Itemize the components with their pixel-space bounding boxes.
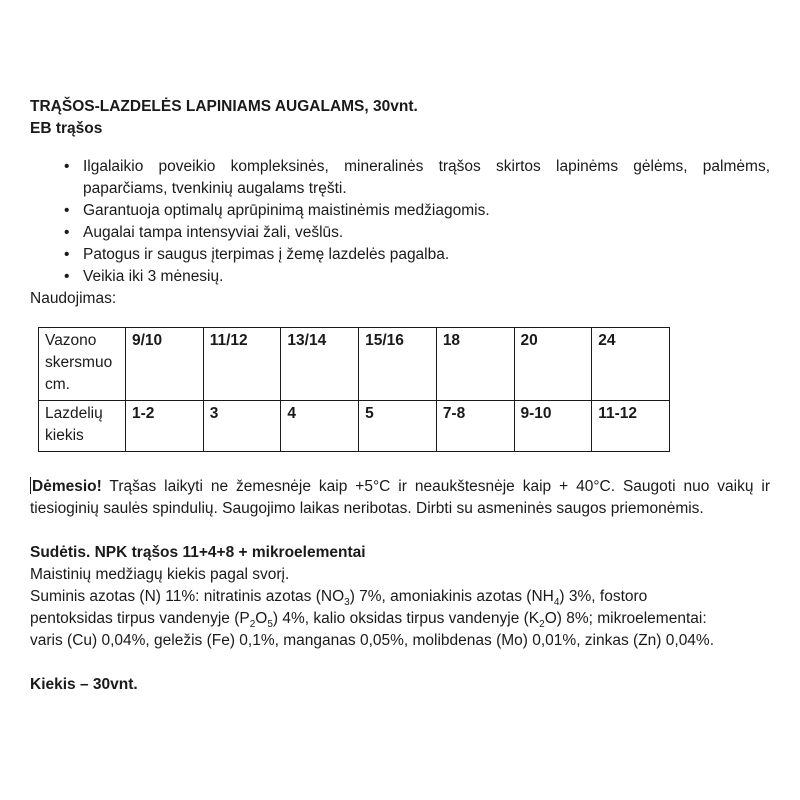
bullet-icon: • (64, 202, 70, 219)
product-subtitle: EB trąšos (30, 120, 103, 137)
bullet-icon: • (64, 158, 70, 175)
warning-text: Trąšas laikyti ne žemesnėje kaip +5°C ir neaukštesnėje kaip + 40°C. Saugoti nuo vaikų ir tiesioginių saulės spindulių. Saugojimo laikas neribotas. Dirbti su asmeninės saugos priemonėmis. (30, 478, 770, 517)
stick-count-cell: 5 (359, 401, 437, 452)
feature-text: Veikia iki 3 mėnesių. (83, 268, 224, 285)
composition-intro: Maistinių medžiagų kiekis pagal svorį. (30, 566, 290, 583)
warning-lead: Dėmesio! (32, 478, 102, 495)
usage-table (38, 327, 670, 452)
bullet-icon: • (64, 246, 70, 263)
product-document (30, 96, 770, 696)
composition-line: pentoksidas tirpus vandenyje $(P_2O_5)$ 4%, kalio oksidas tirpus vandenyje $(K_2O)$ 8%; mikroelementai: (30, 610, 707, 631)
feature-text: Ilgalaikio poveikio kompleksinės, mineralinės trąšos skirtos lapinėms gėlėms, palmėms, paparčiams, tvenkinių augalams tręšti. (83, 158, 770, 197)
feature-text: Augalai tampa intensyviai žali, vešlūs. (83, 224, 344, 241)
pot-size-cell: 18 (436, 328, 514, 401)
stick-count-cell: 4 (281, 401, 359, 452)
feature-text: Garantuoja optimalų aprūpinimą maistinėmis medžiagomis. (83, 202, 490, 219)
list-item (30, 266, 770, 288)
pot-size-cell: 24 (592, 328, 670, 401)
stick-count-header: Lazdelių kiekis (39, 401, 126, 452)
table-row (39, 401, 670, 452)
composition-body (30, 564, 770, 652)
stick-count-cell: 1-2 (126, 401, 204, 452)
list-item (30, 156, 770, 200)
quantity-text: Kiekis – 30vnt. (30, 676, 138, 693)
pot-size-header: Vazono skersmuo cm. (39, 328, 126, 401)
composition-title: Sudėtis. NPK trąšos 11+4+8 + mikroelementai (30, 544, 366, 561)
stick-count-cell: 7-8 (436, 401, 514, 452)
pot-size-cell: 9/10 (126, 328, 204, 401)
text-cursor (30, 477, 31, 494)
pot-size-cell: 15/16 (359, 328, 437, 401)
list-item (30, 222, 770, 244)
pot-size-cell: 11/12 (203, 328, 281, 401)
stick-count-cell: 3 (203, 401, 281, 452)
stick-count-cell: 11-12 (592, 401, 670, 452)
list-item (30, 244, 770, 266)
features-list (30, 156, 770, 288)
bullet-icon: • (64, 268, 70, 285)
composition-line: Suminis azotas (N) 11%: nitratinis azotas $(NO_3)$ 7%, amoniakinis azotas $(NH_4)$ 3%, fostoro (30, 588, 648, 609)
bullet-icon: • (64, 224, 70, 241)
feature-text: Patogus ir saugus įterpimas į žemę lazdelės pagalba. (83, 246, 450, 263)
table-row (39, 328, 670, 401)
usage-label: Naudojimas: (30, 290, 117, 307)
product-title: TRĄŠOS-LAZDELĖS LAPINIAMS AUGALAMS, 30vnt. (30, 98, 418, 115)
pot-size-cell: 20 (514, 328, 592, 401)
composition-line: varis (Cu) 0,04%, geležis (Fe) 0,1%, manganas 0,05%, molibdenas (Mo) 0,01%, zinkas (Zn) 0,04%. (30, 632, 715, 649)
stick-count-cell: 9-10 (514, 401, 592, 452)
pot-size-cell: 13/14 (281, 328, 359, 401)
list-item (30, 200, 770, 222)
warning-paragraph (30, 476, 770, 520)
